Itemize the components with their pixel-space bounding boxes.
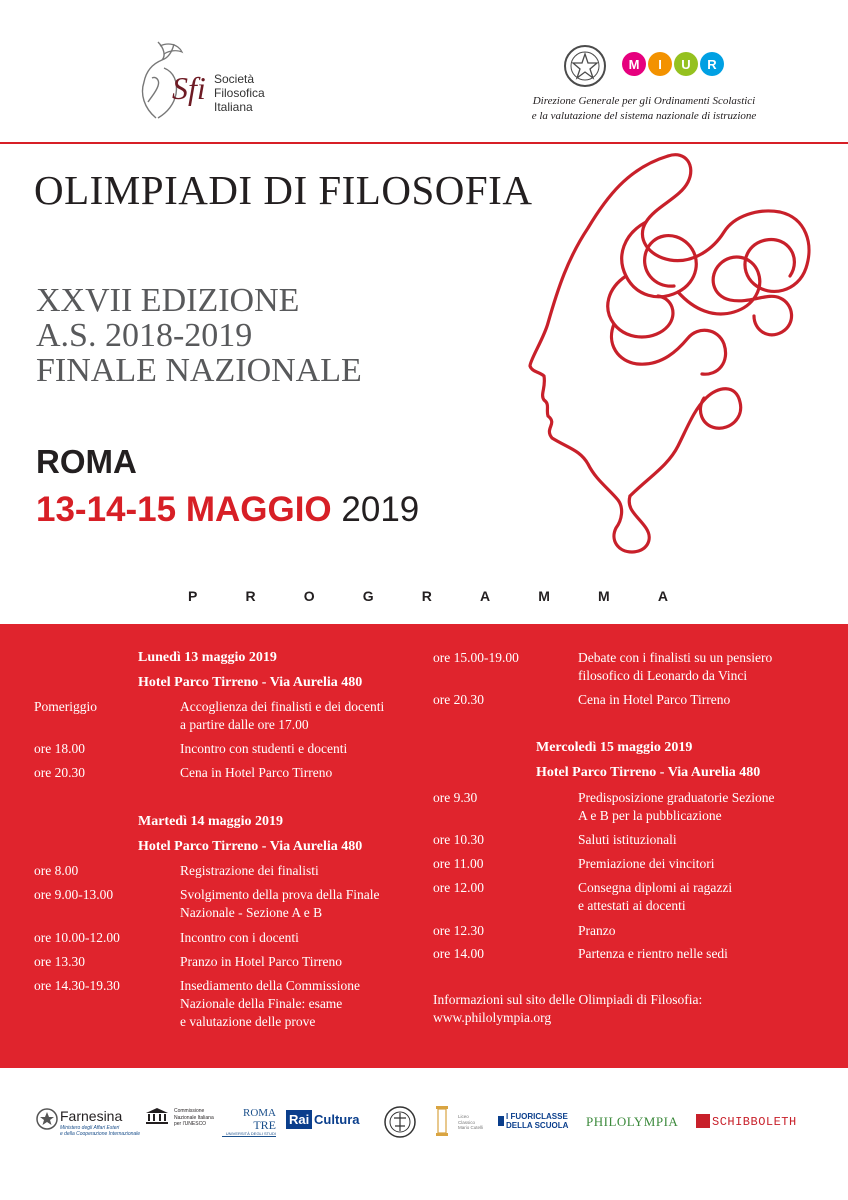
farnesina-sub-line: Ministero degli Affari Esteri [60, 1125, 120, 1131]
schedule-time: ore 10.30 [433, 832, 484, 847]
schedule-line: filosofico di Leonardo da Vinci [578, 668, 748, 683]
rai-logo: Rai [286, 1110, 312, 1129]
schedule-line: Registrazione dei finalisti [180, 863, 319, 878]
edition-line: XXVII EDIZIONE [36, 282, 300, 319]
farnesina-emblem-icon [36, 1108, 58, 1130]
city-label: ROMA [36, 443, 137, 480]
program-panel [0, 624, 848, 1068]
philolympia-logo: PHILOLYMPIA [586, 1114, 679, 1129]
schedule-time: ore 13.30 [34, 954, 85, 969]
schedule-time: ore 10.00-12.00 [34, 930, 120, 945]
schedule-description [578, 789, 774, 825]
schedule-line: a partire dalle ore 17.00 [180, 717, 309, 732]
schedule-time: ore 18.00 [34, 741, 85, 756]
liceo-line: Liceo [458, 1114, 469, 1119]
schedule-description [180, 740, 347, 758]
schedule-line: Partenza e rientro nelle sedi [578, 946, 728, 961]
sfi-name-line: Italiana [214, 100, 253, 114]
schedule-time: ore 14.30-19.30 [34, 978, 120, 993]
roma-tre-roma: ROMA [242, 1107, 276, 1119]
schibboleth-mark-icon [696, 1114, 710, 1128]
schedule-line: Premiazione dei vincitori [578, 856, 715, 871]
seal-icon [384, 1106, 416, 1138]
liceo-name [458, 1114, 483, 1131]
miur-letter: R [700, 52, 724, 76]
schedule-line: Consegna diplomi ai ragazzi [578, 880, 733, 895]
info-text [433, 991, 702, 1027]
liceo-line: Classico [458, 1119, 476, 1125]
schedule-description [578, 879, 732, 915]
schedule-description [578, 855, 714, 873]
schedule-line: Incontro con i docenti [180, 930, 299, 945]
day-title-tuesday: Martedì 14 maggio 2019 [138, 814, 284, 829]
edition-line: A.S. 2018-2019 [36, 317, 253, 354]
roma-tre-logo [222, 1108, 276, 1137]
schedule-line: Debate con i finalisti su un pensiero [578, 650, 773, 665]
schedule-line: Insediamento della Commissione [180, 978, 360, 993]
info-line: Informazioni sul sito delle Olimpiadi di Filosofia: [433, 992, 703, 1007]
programma-letter: A [657, 588, 668, 604]
schedule-line: Nazionale - Sezione A e B [180, 905, 323, 920]
schedule-line: Pranzo [578, 923, 616, 938]
schedule-time: ore 8.00 [34, 863, 79, 878]
sponsor-strip [0, 1100, 848, 1150]
roma-tre-tre: TRE [253, 1118, 276, 1132]
schibboleth-logo: SCHIBBOLETH [712, 1115, 797, 1129]
edition-line: FINALE NAZIONALE [36, 352, 362, 389]
roma-tre-sub: UNIVERSITÀ DEGLI STUDI [225, 1131, 276, 1136]
miur-letter: U [674, 52, 698, 76]
schedule-time: ore 20.30 [34, 765, 85, 780]
programma-letter: R [245, 588, 256, 604]
schedule-description [180, 977, 360, 1031]
schedule-line: e attestati ai docenti [578, 898, 686, 913]
fuoriclasse-line: DELLA SCUOLA [506, 1121, 569, 1130]
schedule-description [578, 691, 730, 709]
day-title-monday: Lunedì 13 maggio 2019 [138, 650, 277, 665]
rai-cultura: Cultura [314, 1112, 360, 1127]
sfi-abbr: Sfi [172, 70, 206, 106]
fuoriclasse-line: I FUORICLASSE [506, 1112, 568, 1121]
schedule-time: Pomeriggio [34, 699, 97, 714]
unesco-line: Nazionale Italiana [174, 1114, 214, 1121]
schedule-description [578, 831, 677, 849]
ministry-line: e la valutazione del sistema nazionale di istruzione [531, 110, 757, 122]
programma-letter: O [303, 588, 315, 604]
schedule-time: ore 15.00-19.00 [433, 650, 519, 665]
schedule-time: ore 12.30 [433, 923, 484, 938]
schedule-description [180, 698, 384, 734]
schedule-line: Cena in Hotel Parco Tirreno [578, 692, 731, 707]
schedule-time: ore 12.00 [433, 880, 484, 895]
programma-heading [188, 588, 668, 604]
day-title-wednesday: Mercoledì 15 maggio 2019 [536, 740, 693, 755]
italian-republic-emblem-icon [562, 43, 608, 89]
liceo-line: Mario Cutelli [458, 1125, 484, 1130]
miur-logo [622, 52, 724, 76]
schedule-line: Accoglienza dei finalisti e dei docenti [180, 699, 385, 714]
unesco-line: Commissione [174, 1108, 205, 1114]
schedule-line: e valutazione delle prove [180, 1014, 316, 1029]
event-days: 13-14-15 MAGGIO [36, 490, 332, 529]
venue-tuesday: Hotel Parco Tirreno - Via Aurelia 480 [138, 839, 363, 854]
miur-letter: I [648, 52, 672, 76]
venue-monday: Hotel Parco Tirreno - Via Aurelia 480 [138, 675, 363, 690]
schedule-time: ore 14.00 [433, 946, 484, 961]
schedule-line: A e B per la pubblicazione [578, 808, 722, 823]
farnesina-sub-line: e della Cooperazione Internazionale [60, 1131, 141, 1137]
farnesina-subtitle [60, 1125, 140, 1137]
schedule-time: ore 9.00-13.00 [34, 887, 114, 902]
programma-letter: G [362, 588, 374, 604]
schedule-description [180, 929, 299, 947]
schedule-line: Svolgimento della prova della Finale [180, 887, 380, 902]
programma-letter: M [538, 588, 550, 604]
miur-letter: M [622, 52, 646, 76]
sfi-name [214, 72, 265, 114]
programma-letter: M [598, 588, 610, 604]
unesco-commission [174, 1108, 214, 1128]
ministry-line: Direzione Generale per gli Ordinamenti Scolastici [532, 95, 756, 107]
schedule-description [578, 945, 728, 963]
programma-letter: A [480, 588, 491, 604]
column-icon [436, 1106, 448, 1136]
event-year: 2019 [341, 490, 420, 529]
schedule-description [180, 764, 332, 782]
programma-letter: P [188, 588, 198, 604]
header-divider [0, 142, 848, 144]
sfi-name-line: Filosofica [214, 86, 265, 100]
programma-letter: R [421, 588, 432, 604]
schedule-line: Pranzo in Hotel Parco Tirreno [180, 954, 342, 969]
ministry-direction-text [504, 94, 784, 124]
schedule-time: ore 20.30 [433, 692, 484, 707]
schedule-line: Incontro con studenti e docenti [180, 741, 348, 756]
sfi-logo [134, 38, 304, 124]
schedule-description [578, 649, 772, 685]
schedule-line: Cena in Hotel Parco Tirreno [180, 765, 333, 780]
sfi-name-line: Società [214, 72, 255, 86]
schedule-description [578, 922, 616, 940]
profile-head-illustration-icon [518, 148, 818, 578]
schedule-description [180, 886, 379, 922]
schedule-line: Nazionale della Finale: esame [180, 996, 343, 1011]
event-dates [36, 490, 419, 530]
schedule-time: ore 9.30 [433, 790, 478, 805]
farnesina-name: Farnesina [60, 1108, 123, 1124]
fuoriclasse-logo [506, 1112, 568, 1130]
edition-block [36, 283, 362, 388]
page-title: OLIMPIADI DI FILOSOFIA [34, 167, 533, 213]
schedule-time: ore 11.00 [433, 856, 484, 871]
schedule-line: Predisposizione graduatorie Sezione [578, 790, 775, 805]
schedule-line: Saluti istituzionali [578, 832, 677, 847]
fuoriclasse-mark-icon [498, 1116, 504, 1126]
info-link[interactable]: www.philolympia.org [433, 1010, 552, 1025]
venue-wednesday: Hotel Parco Tirreno - Via Aurelia 480 [536, 765, 761, 780]
schedule-description [180, 953, 342, 971]
schedule-description [180, 862, 319, 880]
unesco-temple-icon [146, 1108, 168, 1124]
unesco-line: per l'UNESCO [174, 1121, 207, 1127]
